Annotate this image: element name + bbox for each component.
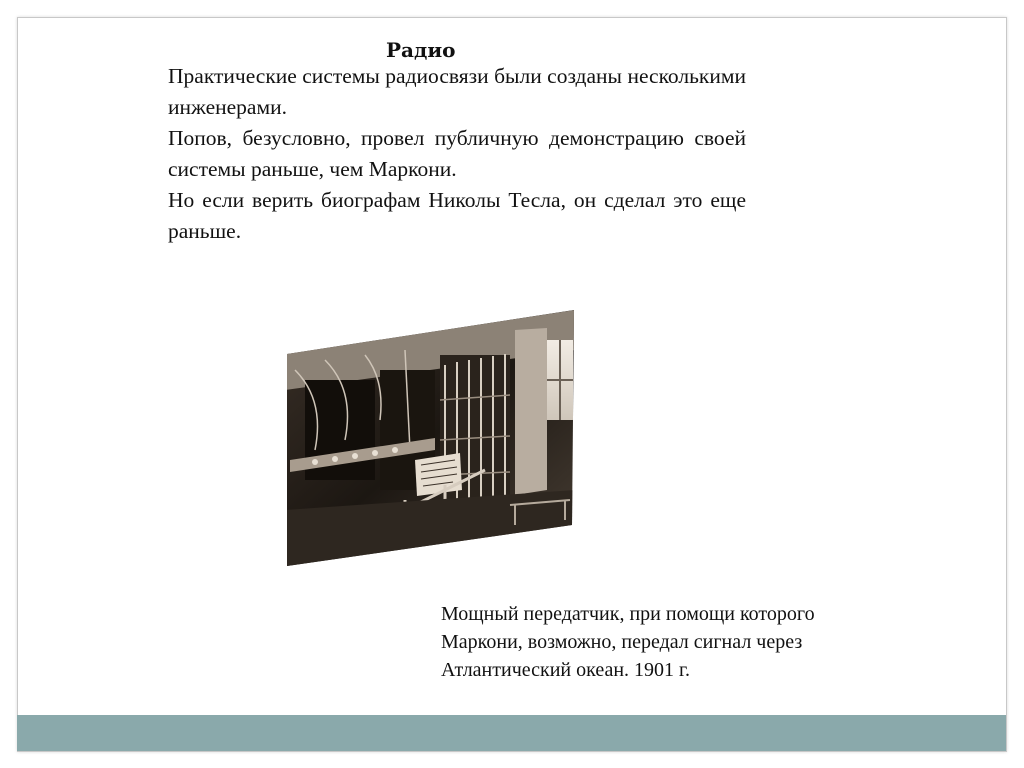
slide-title: Радио	[386, 38, 456, 62]
footer-bar	[17, 715, 1006, 751]
caption-line-1: Мощный передатчик, при помощи которого	[441, 603, 815, 625]
body-text	[168, 61, 746, 247]
photo-caption	[441, 600, 931, 684]
caption-line-3: Атлантический океан. 1901 г.	[441, 659, 690, 681]
paragraph-2: Попов, безусловно, провел публичную демонстрацию своей системы раньше, чем Маркони.	[168, 126, 746, 181]
paragraph-3: Но если верить биографам Николы Тесла, он сделал это еще раньше.	[168, 188, 746, 243]
paragraph-1: Практические системы радиосвязи были созданы несколькими инженерами.	[168, 64, 746, 119]
transmitter-photo	[285, 310, 575, 568]
caption-line-2: Маркони, возможно, передал сигнал через	[441, 631, 803, 653]
